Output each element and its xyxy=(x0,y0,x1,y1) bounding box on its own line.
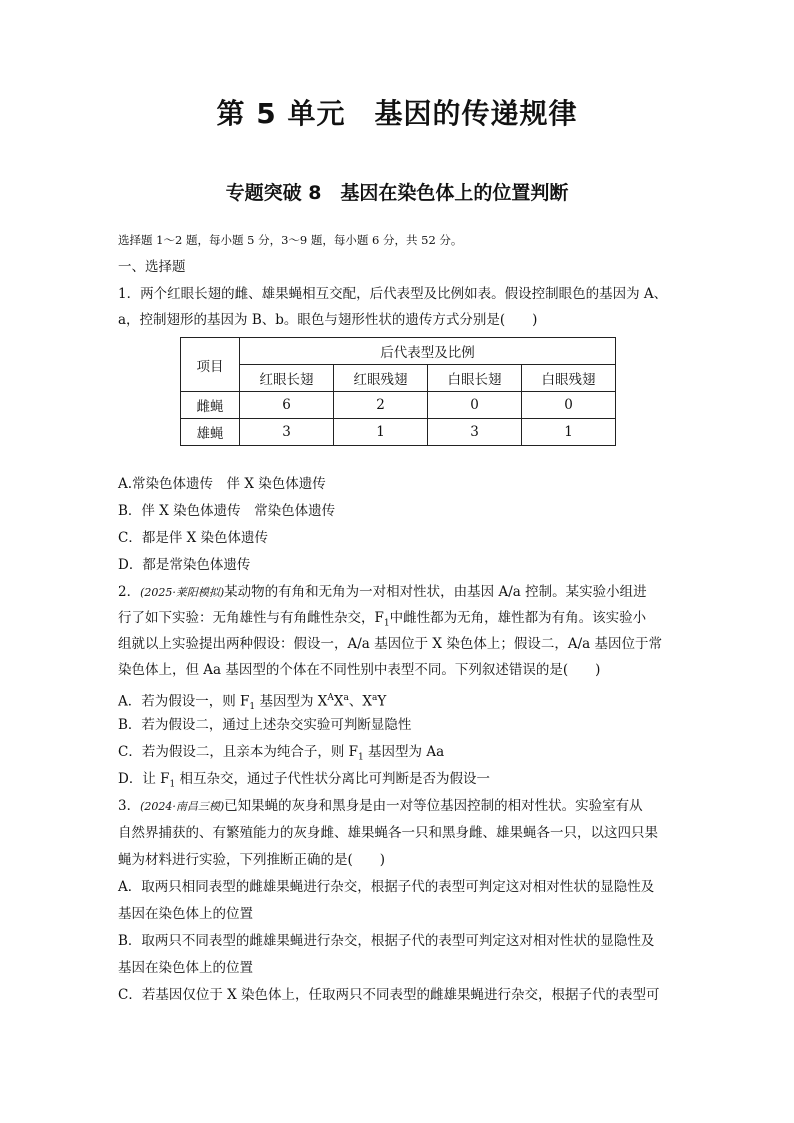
table-col-header: 红眼残翅 xyxy=(334,365,428,392)
table-cell: 6 xyxy=(240,392,334,419)
superscript: A xyxy=(327,693,334,703)
q2-stem-line1 xyxy=(118,582,647,603)
section-heading: 一、选择题 xyxy=(118,259,186,275)
q3-source: (2024·南昌三模) xyxy=(140,800,225,813)
table-col-header: 红眼长翅 xyxy=(240,365,334,392)
table-cell: 2 xyxy=(334,392,428,419)
table-cell: 1 xyxy=(334,419,428,446)
table-cell: 3 xyxy=(428,419,522,446)
option-text: D．让 F xyxy=(118,771,170,787)
q1-option-a: A.常染色体遗传 伴 X 染色体遗传 xyxy=(118,476,326,492)
subscript: 1 xyxy=(383,618,390,629)
subscript: 1 xyxy=(358,752,364,763)
table-cell: 0 xyxy=(428,392,522,419)
q1-stem-line1: 1．两个红眼长翅的雌、雄果蝇相互交配，后代表型及比例如表。假设控制眼色的基因为 A、 xyxy=(118,286,668,302)
subscript: 1 xyxy=(169,779,176,790)
q1-option-d: D．都是常染色体遗传 xyxy=(118,557,251,573)
table-col-header: 白眼长翅 xyxy=(428,365,522,392)
table-group-header: 后代表型及比例 xyxy=(240,338,616,365)
table-cell: 0 xyxy=(522,392,616,419)
option-text: A．若为假设一，则 F xyxy=(118,693,250,710)
score-note: 选择题 1～2 题，每小题 5 分，3～9 题，每小题 6 分，共 52 分。 xyxy=(118,233,463,247)
q3-stem-line2: 自然界捕获的、有繁殖能力的灰身雌、雄果蝇各一只和黑身雌、雄果蝇各一只，以这四只果 xyxy=(118,825,658,841)
q3-number: 3． xyxy=(118,798,141,814)
table-cell: 1 xyxy=(522,419,616,446)
q2-option-b: B．若为假设二，通过上述杂交实验可判断显隐性 xyxy=(118,717,412,733)
table-row-header: 项目 xyxy=(181,338,240,392)
q2-option-a xyxy=(118,688,386,717)
q2-source: (2025·莱阳模拟) xyxy=(140,586,225,599)
option-text: 、X xyxy=(348,693,372,710)
option-text: 基因型为 Aa xyxy=(363,744,445,760)
q2-stem-text: 行了如下实验：无角雄性与有角雌性杂交，F xyxy=(118,610,384,626)
option-text: 基因型为 X xyxy=(255,693,328,710)
q2-stem-line3: 组就以上实验提出两种假设：假设一，A/a 基因位于 X 染色体上；假设二，A/a 基因位于常 xyxy=(118,636,662,652)
q1-stem-line2: a，控制翅形的基因为 B、b。眼色与翅形性状的遗传方式分别是( ) xyxy=(118,312,538,328)
q2-stem-text: 中雌性都为无角，雄性都为有角。该实验小 xyxy=(389,610,647,626)
option-text: 相互杂交，通过子代性状分离比可判断是否为假设一 xyxy=(175,771,491,787)
q2-stem-line4: 染色体上，但 Aa 基因型的个体在不同性别中表型不同。下列叙述错误的是( ) xyxy=(118,662,601,678)
offspring-ratio-table xyxy=(180,337,616,446)
table-row xyxy=(181,392,616,419)
q3-stem-line1 xyxy=(118,796,643,817)
option-text: X xyxy=(333,693,344,710)
subscript: 1 xyxy=(249,702,256,713)
table-row-label: 雌蝇 xyxy=(181,392,240,419)
q3-option-a-line2: 基因在染色体上的位置 xyxy=(118,906,253,922)
q1-option-c: C．都是伴 X 染色体遗传 xyxy=(118,530,269,546)
q3-option-b-line2: 基因在染色体上的位置 xyxy=(118,960,253,976)
table-row-label: 雄蝇 xyxy=(181,419,240,446)
q2-option-c xyxy=(118,742,444,768)
option-text: Y xyxy=(377,693,387,710)
superscript: a xyxy=(343,693,349,703)
q2-stem-line2 xyxy=(118,608,646,634)
superscript: a xyxy=(371,693,378,703)
q2-number: 2． xyxy=(118,584,141,600)
table-cell: 3 xyxy=(240,419,334,446)
table-header-row xyxy=(181,365,616,392)
q3-option-a-line1: A．取两只相同表型的雌雄果蝇进行杂交，根据子代的表型可判定这对相对性状的显隐性及 xyxy=(118,879,655,895)
q1-option-b: B．伴 X 染色体遗传 常染色体遗传 xyxy=(118,503,336,519)
option-text: C．若为假设二，且亲本为纯合子，则 F xyxy=(118,744,358,760)
q2-stem-text: 某动物的有角和无角为一对相对性状，由基因 A/a 控制。某实验小组进 xyxy=(224,584,647,600)
q3-stem-text: 已知果蝇的灰身和黑身是由一对等位基因控制的相对性状。实验室有从 xyxy=(224,798,643,814)
q3-option-c-line1: C．若基因仅位于 X 染色体上，任取两只不同表型的雌雄果蝇进行杂交，根据子代的表型可 xyxy=(118,987,660,1003)
q2-option-d xyxy=(118,769,490,795)
unit-title: 第 5 单元 基因的传递规律 xyxy=(216,97,578,130)
q3-option-b-line1: B．取两只不同表型的雌雄果蝇进行杂交，根据子代的表型可判定这对相对性状的显隐性及 xyxy=(118,933,655,949)
table-row xyxy=(181,419,616,446)
table-col-header: 白眼残翅 xyxy=(522,365,616,392)
topic-title: 专题突破 8 基因在染色体上的位置判断 xyxy=(225,182,569,204)
q3-stem-line3: 蝇为材料进行实验，下列推断正确的是( ) xyxy=(118,852,386,868)
